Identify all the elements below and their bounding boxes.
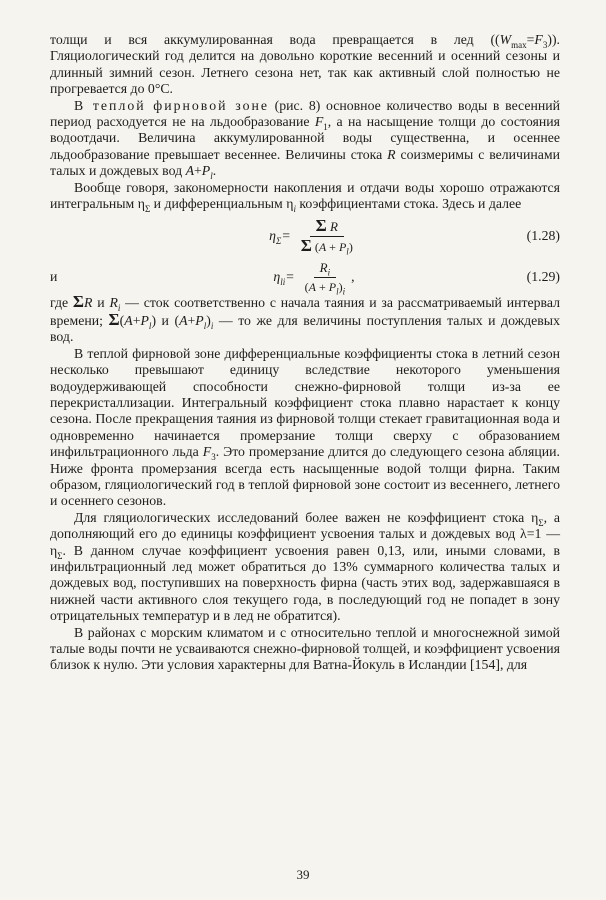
equation-1-28: [50, 212, 560, 260]
page-number: 39: [296, 867, 310, 882]
equation-lhs: $\eta_\Sigma=$: [269, 228, 291, 247]
equation-lhs: $\eta_{li}=$: [273, 269, 295, 288]
fraction: [295, 215, 359, 257]
fraction: [299, 259, 355, 297]
paragraph-2: В теплой фирновой зоне (рис. 8) основное количество воды в весенний период расходуется не на льдообразование $F_1$, а на насыщение толщи до состояния водоотдачи. Величина аккумулированной воды существенна, и осеннее льдообразование превышает весеннее. Величины стока R соизмеримы с величинами талых и дождевых вод $A+P_l$.: [50, 97, 560, 181]
paragraph-5: В теплой фирновой зоне дифференциальные коэффициенты стока в летний сезон несколько превышают единицу вследствие некоторого уменьшения водоудерживающей способности снежно-фирновой толщи из-за ее перекристаллизации. Интегральный коэффициент стока плавно нарастает к концу сезона. После прекращения таяния из фирновой толщи стекает гравитационная вода и одновременно начинается промерзание толщи сверху с образованием инфильтрационного льда $F_3$. Это промерзание длится до следующего сезона абляции. Ниже фронта промерзания всегда есть насыщенные водой толщи фирна. Таким образом, гляциологический год в теплой фирновой зоне состоит из весеннего, летнего и осеннего сезонов.: [50, 345, 560, 509]
fraction-numerator: $R_i$: [314, 260, 336, 278]
equation-number: (1.29): [526, 269, 560, 285]
fraction-denominator: Σ $(A + P_l)$: [300, 235, 353, 257]
equation-tail: ,: [351, 269, 355, 285]
paragraph-1: толщи и вся аккумулированная вода превращается в лед $((W_{max}=F_3))$. Гляциологический год делится на довольно короткие весенний и осенний сезоны и длинный зимний сезон. Летнего сезона нет, так как активный слой полностью не прогревается до 0°С.: [50, 32, 560, 97]
paragraph-4: где ΣR и $R_i$ — сток соответственно с начала таяния и за рассматриваемый интервал времени; $\Sigma(A+P_l)$ и $(A+P_l)_i$ — то же для величины поступления талых и дождевых вод.: [50, 292, 560, 345]
equation-left-text: и: [50, 269, 58, 285]
fraction-denominator: $(A + P_l)_i$: [304, 279, 346, 297]
body-text: [50, 32, 560, 674]
paragraph-3: Вообще говоря, закономерности накопления и отдачи воды хорошо отражаются интегральным $\eta_\Sigma$ и дифференциальным $\eta_i$ коэффициентами стока. Здесь и далее: [50, 179, 560, 214]
paragraph-6: Для гляциологических исследований более важен не коэффициент стока $\eta_\Sigma$, а дополняющий его до единицы коэффициент усвоения талых и дождевых вод λ=1 — $\eta_\Sigma$. В данном случае коэффициент усвоения равен 0,13, или, иными словами, в инфильтрационный лед может обратиться до 13% суммарного количества талых и дождевых вод, поступивших на поверхность фирна (часть этих вод, задержавшаяся в нижней части активного слоя текущего года, в последующий год не попадет в зону отрицательных температур и в лед не обратится).: [50, 509, 560, 624]
equation-1-29: [50, 259, 560, 297]
paragraph-7: В районах с морским климатом и с относительно теплой и многоснежной зимой талые воды почти не усваиваются снежно-фирновой толщей, и коэффициент усвоения близок к нулю. Эти условия характерны для Ватна-Йокуль в Исландии [154], для: [50, 624, 560, 673]
equation-number: (1.28): [526, 228, 560, 244]
fraction-numerator: Σ R: [310, 218, 344, 237]
